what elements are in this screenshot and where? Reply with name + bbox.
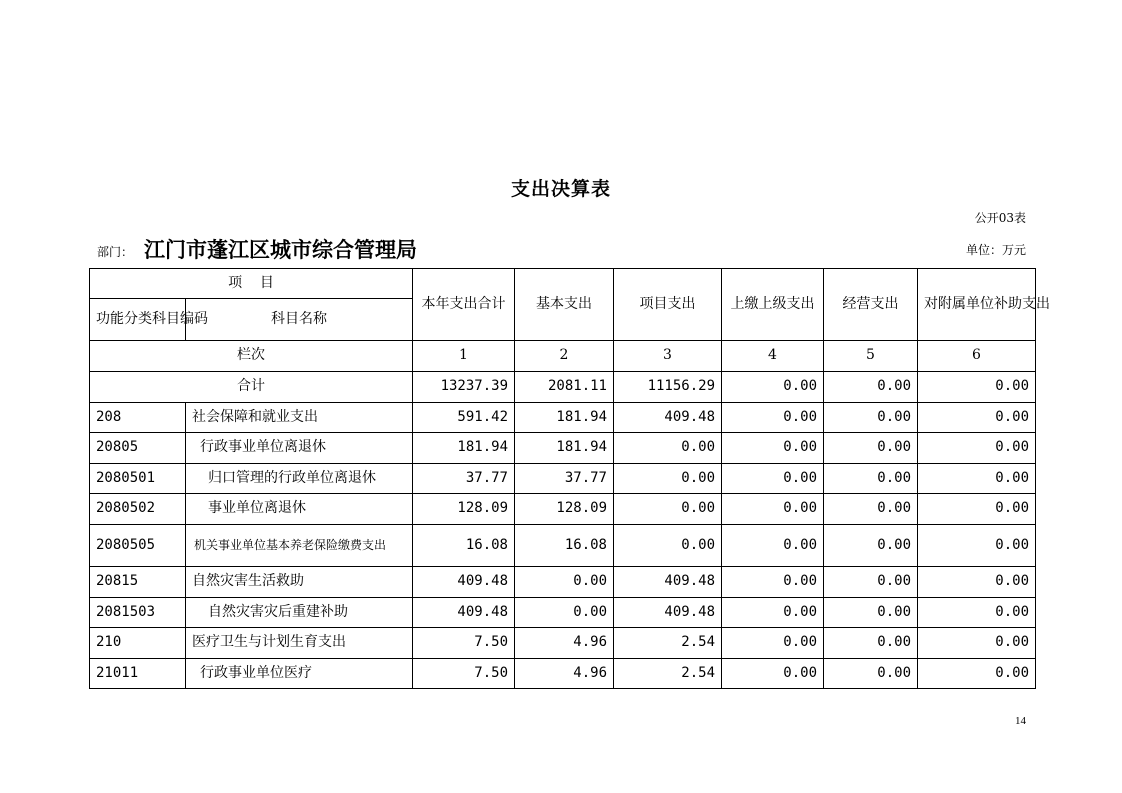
row-value: 409.48 [614, 567, 722, 598]
header-subject-name: 科目名称 [186, 299, 413, 341]
header-col6: 对附属单位补助支出 [918, 269, 1036, 341]
header-col1: 本年支出合计 [413, 269, 515, 341]
row-code: 2080502 [90, 494, 186, 525]
row-value: 0.00 [918, 628, 1036, 659]
row-value: 409.48 [413, 567, 515, 598]
row-value: 0.00 [824, 403, 918, 433]
row-name: 行政事业单位离退休 [186, 433, 413, 464]
total-label: 合计 [90, 372, 413, 403]
row-value: 4.96 [515, 628, 614, 659]
table-row [90, 525, 1036, 567]
row-value: 181.94 [515, 403, 614, 433]
row-value: 4.96 [515, 659, 614, 689]
row-value: 409.48 [413, 598, 515, 628]
seq-3: 3 [614, 341, 722, 372]
header-col4: 上缴上级支出 [722, 269, 824, 341]
table-row [90, 659, 1036, 689]
row-value: 0.00 [614, 464, 722, 494]
table-row [90, 464, 1036, 494]
row-value: 0.00 [722, 659, 824, 689]
row-code: 208 [90, 403, 186, 433]
row-value: 0.00 [722, 494, 824, 525]
row-name: 社会保障和就业支出 [186, 403, 413, 433]
row-value: 0.00 [722, 567, 824, 598]
header-col2: 基本支出 [515, 269, 614, 341]
row-value: 0.00 [722, 525, 824, 567]
row-value: 0.00 [918, 433, 1036, 464]
row-value: 0.00 [824, 598, 918, 628]
seq-label: 栏次 [90, 341, 413, 372]
row-value: 181.94 [413, 433, 515, 464]
row-value: 2.54 [614, 628, 722, 659]
unit-label: 单位：万元 [965, 243, 1026, 257]
total-value: 2081.11 [515, 372, 614, 403]
form-number: 公开03表 [974, 211, 1026, 225]
seq-4: 4 [722, 341, 824, 372]
row-value: 37.77 [515, 464, 614, 494]
row-code: 20815 [90, 567, 186, 598]
department-name: 江门市蓬江区城市综合管理局 [144, 237, 417, 262]
row-value: 0.00 [824, 567, 918, 598]
row-value: 7.50 [413, 628, 515, 659]
row-value: 0.00 [722, 598, 824, 628]
header-project: 项 目 [90, 269, 413, 299]
row-value: 0.00 [918, 403, 1036, 433]
row-value: 0.00 [918, 598, 1036, 628]
row-name: 事业单位离退休 [186, 494, 413, 525]
row-value: 0.00 [918, 567, 1036, 598]
department-label: 部门： [97, 245, 134, 259]
row-value: 181.94 [515, 433, 614, 464]
row-value: 0.00 [614, 494, 722, 525]
row-name: 自然灾害灾后重建补助 [186, 598, 413, 628]
row-value: 0.00 [722, 433, 824, 464]
row-code: 21011 [90, 659, 186, 689]
table-row [90, 598, 1036, 628]
row-value: 128.09 [515, 494, 614, 525]
total-row [90, 372, 1036, 403]
row-value: 591.42 [413, 403, 515, 433]
header-func-code: 功能分类科目编码 [90, 299, 186, 341]
header-col3: 项目支出 [614, 269, 722, 341]
row-value: 0.00 [918, 464, 1036, 494]
row-name: 自然灾害生活救助 [186, 567, 413, 598]
row-value: 0.00 [824, 628, 918, 659]
row-value: 2.54 [614, 659, 722, 689]
row-code: 210 [90, 628, 186, 659]
row-name: 归口管理的行政单位离退休 [186, 464, 413, 494]
table-row [90, 494, 1036, 525]
header-col5: 经营支出 [824, 269, 918, 341]
row-value: 0.00 [824, 433, 918, 464]
seq-5: 5 [824, 341, 918, 372]
row-value: 16.08 [515, 525, 614, 567]
row-value: 409.48 [614, 598, 722, 628]
row-code: 2080505 [90, 525, 186, 567]
total-value: 0.00 [918, 372, 1036, 403]
table-row [90, 567, 1036, 598]
row-value: 0.00 [824, 464, 918, 494]
expenditure-table [89, 268, 1050, 689]
row-value: 0.00 [614, 433, 722, 464]
row-value: 0.00 [722, 464, 824, 494]
total-value: 0.00 [824, 372, 918, 403]
row-name: 医疗卫生与计划生育支出 [186, 628, 413, 659]
row-name: 行政事业单位医疗 [186, 659, 413, 689]
row-value: 0.00 [918, 525, 1036, 567]
total-value: 11156.29 [614, 372, 722, 403]
row-code: 2081503 [90, 598, 186, 628]
table-row [90, 628, 1036, 659]
total-value: 0.00 [722, 372, 824, 403]
page-number: 14 [1015, 715, 1026, 727]
row-value: 37.77 [413, 464, 515, 494]
row-value: 0.00 [614, 525, 722, 567]
row-code: 2080501 [90, 464, 186, 494]
row-value: 0.00 [824, 525, 918, 567]
row-value: 0.00 [515, 598, 614, 628]
row-value: 0.00 [722, 628, 824, 659]
row-code: 20805 [90, 433, 186, 464]
row-value: 16.08 [413, 525, 515, 567]
table-row [90, 403, 1036, 433]
row-value: 0.00 [515, 567, 614, 598]
row-value: 0.00 [824, 494, 918, 525]
table-row [90, 433, 1036, 464]
row-value: 0.00 [918, 659, 1036, 689]
row-value: 0.00 [918, 494, 1036, 525]
row-value: 0.00 [722, 403, 824, 433]
seq-1: 1 [413, 341, 515, 372]
total-value: 13237.39 [413, 372, 515, 403]
row-name: 机关事业单位基本养老保险缴费支出 [186, 525, 413, 567]
seq-2: 2 [515, 341, 614, 372]
row-value: 409.48 [614, 403, 722, 433]
row-value: 128.09 [413, 494, 515, 525]
seq-6: 6 [918, 341, 1036, 372]
row-value: 7.50 [413, 659, 515, 689]
page-title: 支出决算表 [510, 178, 611, 200]
row-value: 0.00 [824, 659, 918, 689]
